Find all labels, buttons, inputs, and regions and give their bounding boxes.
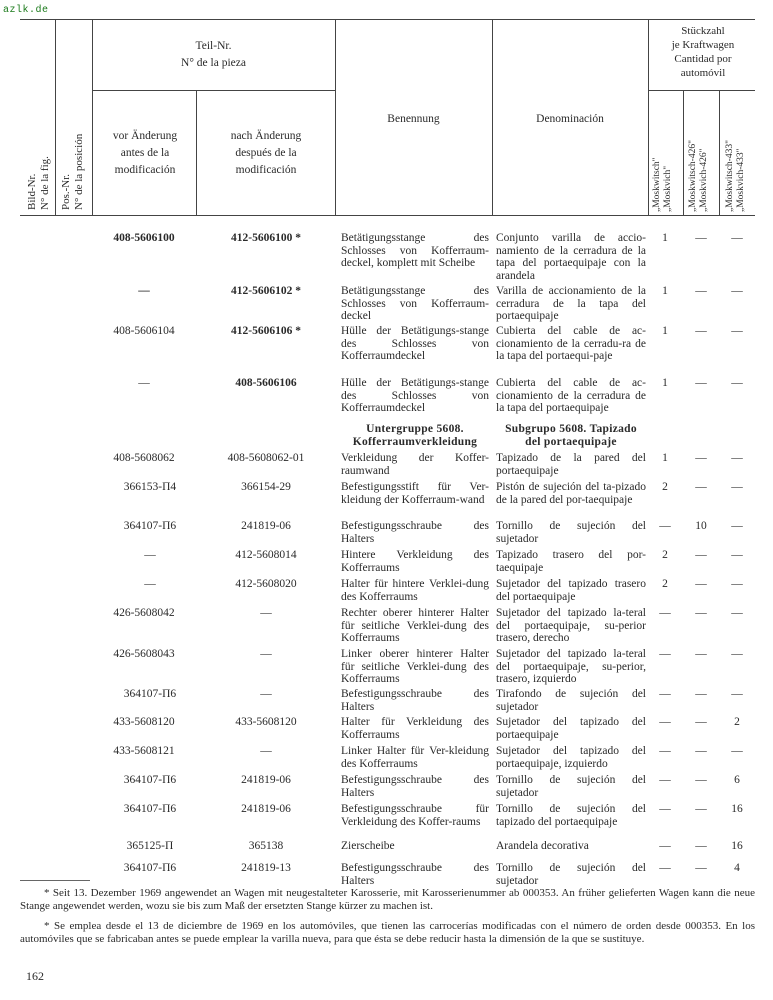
vor-label-1: vor Änderung (112, 130, 178, 142)
part-name-de: Befestigungsschraube des Halters (341, 688, 489, 713)
part-number-after: 408-5606106 (235, 377, 297, 389)
part-number-before: 364107-П6 (123, 774, 177, 786)
part-name-de: Betätigungsstange des Schlosses von Kofferraum-deckel (341, 285, 489, 322)
header-pos-nr (60, 134, 86, 210)
model-2-de: „Moskwitsch-426" (688, 140, 698, 212)
qty-moskwitsch: — (659, 520, 671, 532)
qty-moskwitsch-433: 4 (734, 862, 740, 874)
qty-moskwitsch-433: — (731, 325, 743, 337)
qty-moskwitsch-426: — (695, 648, 707, 660)
qty-moskwitsch: — (659, 840, 671, 852)
qty-moskwitsch-433: 6 (734, 774, 740, 786)
qty-moskwitsch: 2 (662, 549, 668, 561)
header-benennung: Benennung (387, 113, 440, 125)
part-name-es: Tornillo de sujeción del sujetador (496, 520, 646, 545)
quantity-divider (648, 90, 755, 91)
page-number: 162 (26, 969, 44, 983)
part-name-de: Linker oberer hinterer Halter für seitliche Verklei-dung des Kofferraums (341, 648, 489, 685)
teil-nr-divider (92, 90, 335, 91)
bild-es-label: N° de la fig. (39, 156, 51, 210)
stueck-label-4: automóvil (680, 67, 726, 79)
part-name-de: Befestigungsschraube des Halters (341, 520, 489, 545)
part-name-es: Arandela decorativa (496, 840, 589, 852)
footnote-german: * Seit 13. Dezember 1969 angewendet an Wagen mit neugestalteter Karosserie, mit Karosserienummer ab 000353. An früher gelieferten Wagen kann die neue Stange angewendet werden, wozu sie bis zum Maß der ersetzten Stange kürzer zu machen ist. (20, 887, 755, 912)
part-number-after: — (260, 688, 272, 700)
header-top-rule (20, 19, 755, 20)
qty-moskwitsch: — (659, 648, 671, 660)
pos-nr-label: Pos.-Nr. (60, 173, 72, 210)
qty-moskwitsch-433: — (731, 745, 743, 757)
qty-moskwitsch: — (659, 745, 671, 757)
part-name-es: Sujetador del tapizado del portaequipaje, izquierdo (496, 745, 646, 770)
qty-moskwitsch: — (659, 607, 671, 619)
part-name-de: Befestigungsschraube des Halters (341, 774, 489, 799)
part-number-after: 241819-06 (241, 774, 291, 786)
part-name-es: Tornillo de sujeción del sujetador (496, 862, 646, 887)
model-1-de: „Moskwitsch" (652, 157, 662, 212)
part-number-before: 364107-П6 (123, 862, 177, 874)
qty-moskwitsch-433: 16 (731, 803, 743, 815)
part-name-es: Varilla de accionamiento de la cerradura de la tapa del portaequipaje (496, 285, 646, 322)
part-name-es: Conjunto varilla de accio-namiento de la cerradura de la tapa del portaequipaje con la arandela (496, 232, 646, 282)
qty-moskwitsch: 1 (662, 325, 668, 337)
part-name-es: Sujetador del tapizado la-teral del portaequipaje, su-perior, trasero, izquierdo (496, 648, 646, 685)
header-denominacion: Denominación (536, 113, 604, 125)
qty-moskwitsch: 2 (662, 481, 668, 493)
qty-moskwitsch: — (659, 716, 671, 728)
part-name-de: Befestigungsstift für Ver-kleidung der Kofferraum-wand (341, 481, 489, 506)
model-2-es: „Moskvich-426" (699, 148, 709, 212)
header-model-433 (725, 140, 747, 212)
qty-moskwitsch-426: — (695, 688, 707, 700)
part-number-before: — (144, 549, 156, 561)
part-number-before: 408-5606100 (113, 232, 175, 244)
qty-moskwitsch: — (659, 803, 671, 815)
part-name-de: Hülle der Betätigungs-stange des Schlosses von Kofferraumdeckel (341, 325, 489, 362)
part-number-before: 433-5608120 (113, 716, 175, 728)
part-number-before: 426-5608043 (113, 648, 175, 660)
qty-moskwitsch-426: — (695, 578, 707, 590)
part-number-after: 241819-06 (241, 803, 291, 815)
part-name-de: Befestigungsschraube des Halters (341, 862, 489, 887)
vor-label-2: antes de la (120, 147, 170, 159)
qty-moskwitsch: — (659, 774, 671, 786)
qty-moskwitsch-433: — (731, 688, 743, 700)
header-model-426 (688, 140, 710, 212)
subgroup-title-de: Untergruppe 5608. Kofferraumverkleidung (352, 423, 478, 448)
part-number-before: 365125-П (126, 840, 174, 852)
qty-moskwitsch-426: — (695, 452, 707, 464)
col-divider (55, 19, 56, 215)
qty-moskwitsch-433: — (731, 648, 743, 660)
nach-label-3: modificación (235, 164, 297, 176)
col-divider (719, 90, 720, 215)
qty-moskwitsch-433: — (731, 549, 743, 561)
part-number-after: 241819-06 (241, 520, 291, 532)
part-name-es: Pistón de sujeción del ta-pizado de la pared del por-taequipaje (496, 481, 646, 506)
part-number-after: — (260, 607, 272, 619)
qty-moskwitsch-433: — (731, 232, 743, 244)
part-number-before: 364107-П6 (123, 803, 177, 815)
qty-moskwitsch-433: 2 (734, 716, 740, 728)
part-number-after: 241819-13 (241, 862, 291, 874)
qty-moskwitsch-426: — (695, 862, 707, 874)
part-name-de: Halter für Verkleidung des Kofferraums (341, 716, 489, 741)
qty-moskwitsch: 1 (662, 377, 668, 389)
part-number-before: 366153-П4 (123, 481, 177, 493)
subgroup-title-es: Subgrupo 5608. Tapizado del portaequipaje (505, 423, 637, 448)
qty-moskwitsch-426: — (695, 549, 707, 561)
header-stueckzahl (648, 24, 758, 80)
col-divider (196, 90, 197, 215)
qty-moskwitsch-433: — (731, 285, 743, 297)
qty-moskwitsch-433: — (731, 578, 743, 590)
table-header (0, 0, 773, 220)
part-number-after: 365138 (248, 840, 284, 852)
bild-nr-label: Bild-Nr. (26, 173, 38, 210)
header-bild-nr (26, 156, 52, 210)
header-teil-nr (92, 38, 335, 72)
part-number-before: 408-5606104 (113, 325, 175, 337)
part-name-es: Tapizado de la pared del portaequipaje (496, 452, 646, 477)
qty-moskwitsch-426: — (695, 716, 707, 728)
header-vor-aenderung (96, 128, 194, 179)
header-bottom-rule (20, 215, 755, 216)
qty-moskwitsch-433: — (731, 520, 743, 532)
teil-nr-label: Teil-Nr. (195, 40, 232, 52)
qty-moskwitsch-426: — (695, 232, 707, 244)
qty-moskwitsch-433: — (731, 452, 743, 464)
stueck-label-1: Stückzahl (681, 25, 725, 37)
qty-moskwitsch-426: — (695, 607, 707, 619)
part-number-after: 412-5606102 * (231, 285, 301, 297)
qty-moskwitsch-433: 16 (731, 840, 743, 852)
qty-moskwitsch-426: — (695, 774, 707, 786)
part-name-es: Sujetador del tapizado del portaequipaje (496, 716, 646, 741)
qty-moskwitsch: 1 (662, 285, 668, 297)
part-number-before: 433-5608121 (113, 745, 175, 757)
part-number-before: — (138, 377, 150, 389)
header-nach-aenderung (200, 128, 332, 179)
part-number-after: 412-5606100 * (231, 232, 301, 244)
footnote-rule (20, 880, 90, 881)
teil-es-label: N° de la pieza (181, 57, 246, 69)
part-name-de: Hintere Verkleidung des Kofferraums (341, 549, 489, 574)
part-number-after: 412-5606106 * (231, 325, 301, 337)
model-1-es: „Moskvich" (663, 165, 673, 212)
part-name-es: Tapizado trasero del por-taequipaje (496, 549, 646, 574)
part-name-es: Tornillo de sujeción del sujetador (496, 774, 646, 799)
part-name-de: Befestigungsschraube für Verkleidung des Koffer-raums (341, 803, 489, 828)
part-number-after: 408-5608062-01 (227, 452, 305, 464)
qty-moskwitsch-433: — (731, 481, 743, 493)
model-3-de: „Moskwitsch-433" (725, 140, 735, 212)
vor-label-3: modificación (114, 164, 176, 176)
part-number-after: 412-5608020 (235, 578, 297, 590)
part-number-after: — (260, 648, 272, 660)
header-model-moskwitsch (652, 157, 674, 212)
qty-moskwitsch: — (659, 688, 671, 700)
pos-es-label: N° de la posición (73, 133, 85, 210)
site-watermark: azlk.de (3, 5, 49, 16)
nach-label-2: después de la (235, 147, 297, 159)
part-name-es: Cubierta del cable de ac-cionamiento de la cerradura de la tapa del portaequipaje (496, 377, 646, 414)
col-divider (683, 90, 684, 215)
part-name-de: Rechter oberer hinterer Halter für seitliche Verklei-dung des Kofferraums (341, 607, 489, 644)
part-name-de: Linker Halter für Ver-kleidung des Kofferraums (341, 745, 489, 770)
qty-moskwitsch-426: — (695, 377, 707, 389)
qty-moskwitsch-433: — (731, 607, 743, 619)
qty-moskwitsch-426: — (695, 481, 707, 493)
nach-label-1: nach Änderung (230, 130, 302, 142)
part-name-de: Zierscheibe (341, 840, 395, 852)
qty-moskwitsch-433: — (731, 377, 743, 389)
qty-moskwitsch-426: — (695, 745, 707, 757)
part-number-after: 433-5608120 (235, 716, 297, 728)
stueck-label-2: je Kraftwagen (671, 39, 735, 51)
part-name-de: Betätigungsstange des Schlosses von Kofferraum-deckel, komplett mit Scheibe (341, 232, 489, 269)
qty-moskwitsch-426: — (695, 325, 707, 337)
qty-moskwitsch-426: 10 (695, 520, 707, 532)
qty-moskwitsch: 2 (662, 578, 668, 590)
part-number-after: — (260, 745, 272, 757)
part-number-before: 408-5608062 (113, 452, 175, 464)
qty-moskwitsch: — (659, 862, 671, 874)
stueck-label-3: Cantidad por (674, 53, 732, 65)
part-name-es: Sujetador del tapizado la-teral del portaequipaje, su-perior trasero, derecho (496, 607, 646, 644)
part-number-before: 364107-П6 (123, 520, 177, 532)
qty-moskwitsch-426: — (695, 803, 707, 815)
part-number-before: 426-5608042 (113, 607, 175, 619)
part-name-de: Verkleidung der Koffer-raumwand (341, 452, 489, 477)
part-number-after: 412-5608014 (235, 549, 297, 561)
part-number-before: — (144, 578, 156, 590)
part-name-es: Tornillo de sujeción del tapizado del portaequipaje (496, 803, 646, 828)
part-number-before: 364107-П6 (123, 688, 177, 700)
model-3-es: „Moskvich-433" (736, 148, 746, 212)
part-name-es: Cubierta del cable de ac-cionamiento de la cerradu-ra de la tapa del portaequi-paje (496, 325, 646, 362)
part-name-de: Halter für hintere Verklei-dung des Kofferraums (341, 578, 489, 603)
qty-moskwitsch: 1 (662, 232, 668, 244)
part-name-es: Sujetador del tapizado trasero del portaequipaje (496, 578, 646, 603)
part-number-before: — (138, 285, 150, 297)
qty-moskwitsch-426: — (695, 840, 707, 852)
part-number-after: 366154-29 (241, 481, 291, 493)
qty-moskwitsch-426: — (695, 285, 707, 297)
part-name-es: Tirafondo de sujeción del sujetador (496, 688, 646, 713)
qty-moskwitsch: 1 (662, 452, 668, 464)
footnote-spanish: * Se emplea desde el 13 de diciembre de 1969 en los automóviles, que tienen las carrocerías modificadas con el número de orden desde 000353. En los automóviles que se fabricaban antes se puede emplear la varilla nueva, para que ésta se debe reducir hasta la dimensión de la que se sustituye. (20, 920, 755, 945)
part-name-de: Hülle der Betätigungs-stange des Schlosses von Kofferraumdeckel (341, 377, 489, 414)
